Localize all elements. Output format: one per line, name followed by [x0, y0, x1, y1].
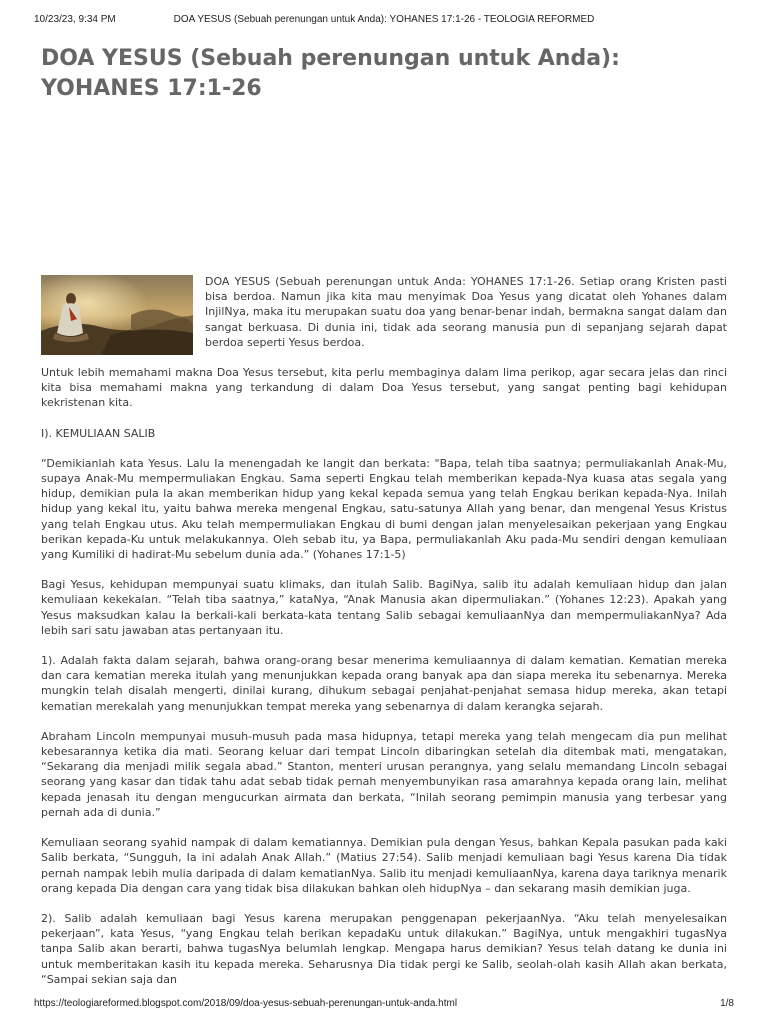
print-page-number: 1/8: [720, 998, 734, 1009]
print-footer: [34, 998, 734, 1012]
print-url[interactable]: https://teologiareformed.blogspot.com/2018/09/doa-yesus-sebuah-perenungan-untuk-anda.html: [34, 998, 458, 1009]
post-image: [41, 275, 193, 355]
print-page-title: DOA YESUS (Sebuah perenungan untuk Anda): YOHANES 17:1-26 - TEOLOGIA REFORMED: [173, 14, 595, 25]
paragraph: 1). Adalah fakta dalam sejarah, bahwa orang-orang besar menerima kemuliaannya di dalam kematian. Kematian mereka dan cara kematian mereka itulah yang menunjukkan kepada orang banyak apa dan siapa mereka itu sebenarnya. Mereka mungkin telah disalah mengerti, dinilai kurang, dihukum sebagai penjahat-penjahat semasa hidup mereka, akan tetapi kematian merekalah yang menunjukkan tempat mereka yang sebenarnya di dalam kerangka sejarah.: [41, 654, 727, 713]
paragraph: “Demikianlah kata Yesus. Lalu Ia menengadah ke langit dan berkata: "Bapa, telah tiba saatnya; permuliakanlah Anak-Mu, supaya Anak-Mu mempermuliakan Engkau. Sama seperti Engkau telah memberikan kepada-Nya kuasa atas segala yang hidup, demikian pula Ia akan memberikan hidup yang kekal kepada semua yang telah Engkau berikan kepada-Nya. Inilah hidup yang kekal itu, yaitu bahwa mereka mengenal Engkau, satu-satunya Allah yang benar, dan mengenal Yesus Kristus yang telah Engkau utus. Aku telah mempermuliakan Engkau di bumi dengan jalan menyelesaikan pekerjaan yang Engkau berikan kepada-Ku untuk melakukannya. Oleh sebab itu, ya Bapa, permuliakanlah Aku pada-Mu sendiri dengan kemuliaan yang Kumiliki di hadirat-Mu sebelum dunia ada.” (Yohanes 17:1-5): [41, 456, 727, 562]
post-title: DOA YESUS (Sebuah perenungan untuk Anda): YOHANES 17:1-26: [41, 46, 620, 101]
paragraph: Untuk lebih memahami makna Doa Yesus tersebut, kita perlu membaginya dalam lima perikop, agar secara jelas dan rinci kita bisa memahami makna yang terkandung di dalam Doa Yesus tersebut, yang sangat penting bagi kehidupan kekristenan kita.: [41, 366, 727, 410]
print-header: [34, 14, 734, 28]
paragraph: 2). Salib adalah kemuliaan bagi Yesus karena merupakan penggenapan pekerjaanNya. “Aku telah menyelesaikan pekerjaan”, kata Yesus, “yang Engkau telah berikan kepadaKu untuk dilakukan.” BagiNya, untuk mengakhiri tugasNya tanpa Salib akan berarti, bahwa tugasNya belumlah lengkap. Mengapa harus demikian? Yesus telah datang ke dunia ini untuk memberitakan kasih itu kepada mereka. Seharusnya Dia tidak pergi ke Salib, seolah-olah kasih Allah akan berkata, “Sampai sekian saja dan: [41, 911, 727, 986]
paragraph: Bagi Yesus, kehidupan mempunyai suatu klimaks, dan itulah Salib. BagiNya, salib itu adalah kemuliaan hidup dan jalan kemuliaan kekekalan. “Telah tiba saatnya,” kataNya, “Anak Manusia akan dipermuliakan.” (Yohanes 12:23). Apakah yang Yesus maksudkan kalau Ia berkali-kali berkata-kata tentang Salib sebagai kemuliaanNya dan mempermuliakanNya? Ada lebih sari satu jawaban atas pertanyaan itu.: [41, 578, 727, 637]
print-datetime: 10/23/23, 9:34 PM: [34, 14, 116, 25]
paragraph: Kemuliaan seorang syahid nampak di dalam kematiannya. Demikian pula dengan Yesus, bahkan Kepala pasukan pada kaki Salib berkata, “Sungguh, Ia ini adalah Anak Allah.” (Matius 27:54). Salib menjadi kemuliaan bagi Yesus karena Dia tidak pernah nampak lebih mulia daripada di dalam kematianNya. Salib itu menjadi kemuliaanNya, karena daya tariknya menarik orang kepada Dia dengan cara yang tidak bisa dilakukan bahkan oleh hidupNya – dan sekarang masih demikian juga.: [41, 836, 727, 895]
jesus-praying-image: [41, 275, 193, 355]
paragraph: Abraham Lincoln mempunyai musuh-musuh pada masa hidupnya, tetapi mereka yang telah mengecam dia pun melihat kebesarannya ketika dia mati. Seorang keluar dari tempat Lincoln dibaringkan setelah dia ditembak mati, mengatakan, “Sekarang dia menjadi milik segala abad.” Stanton, menteri urusan perangnya, yang selalu memandang Lincoln sebagai seorang yang kasar dan tidak tahu adat sebab tidak pernah menyembunyikan rasa amarahnya kepada orang lain, melihat kepada jenasah itu dengan mengucurkan airmata dan berkata, “Inilah seorang pemimpin manusia yang terbesar yang pernah ada di dunia.”: [41, 729, 727, 819]
paragraph: DOA YESUS (Sebuah perenungan untuk Anda: YOHANES 17:1-26. Setiap orang Kristen pasti bisa berdoa. Namun jika kita mau menyimak Doa Yesus yang dicatat oleh Yohanes dalam InjilNya, maka itu merupakan suatu doa yang benar-benar indah, bermakna sangat dalam dan sangat berkuasa. Di dunia ini, tidak ada seorang manusia pun di sepanjang sejarah dapat berdoa seperti Yesus berdoa.: [205, 275, 727, 349]
post-body: [41, 274, 727, 1002]
section-heading: I). KEMULIAAN SALIB: [41, 426, 156, 440]
